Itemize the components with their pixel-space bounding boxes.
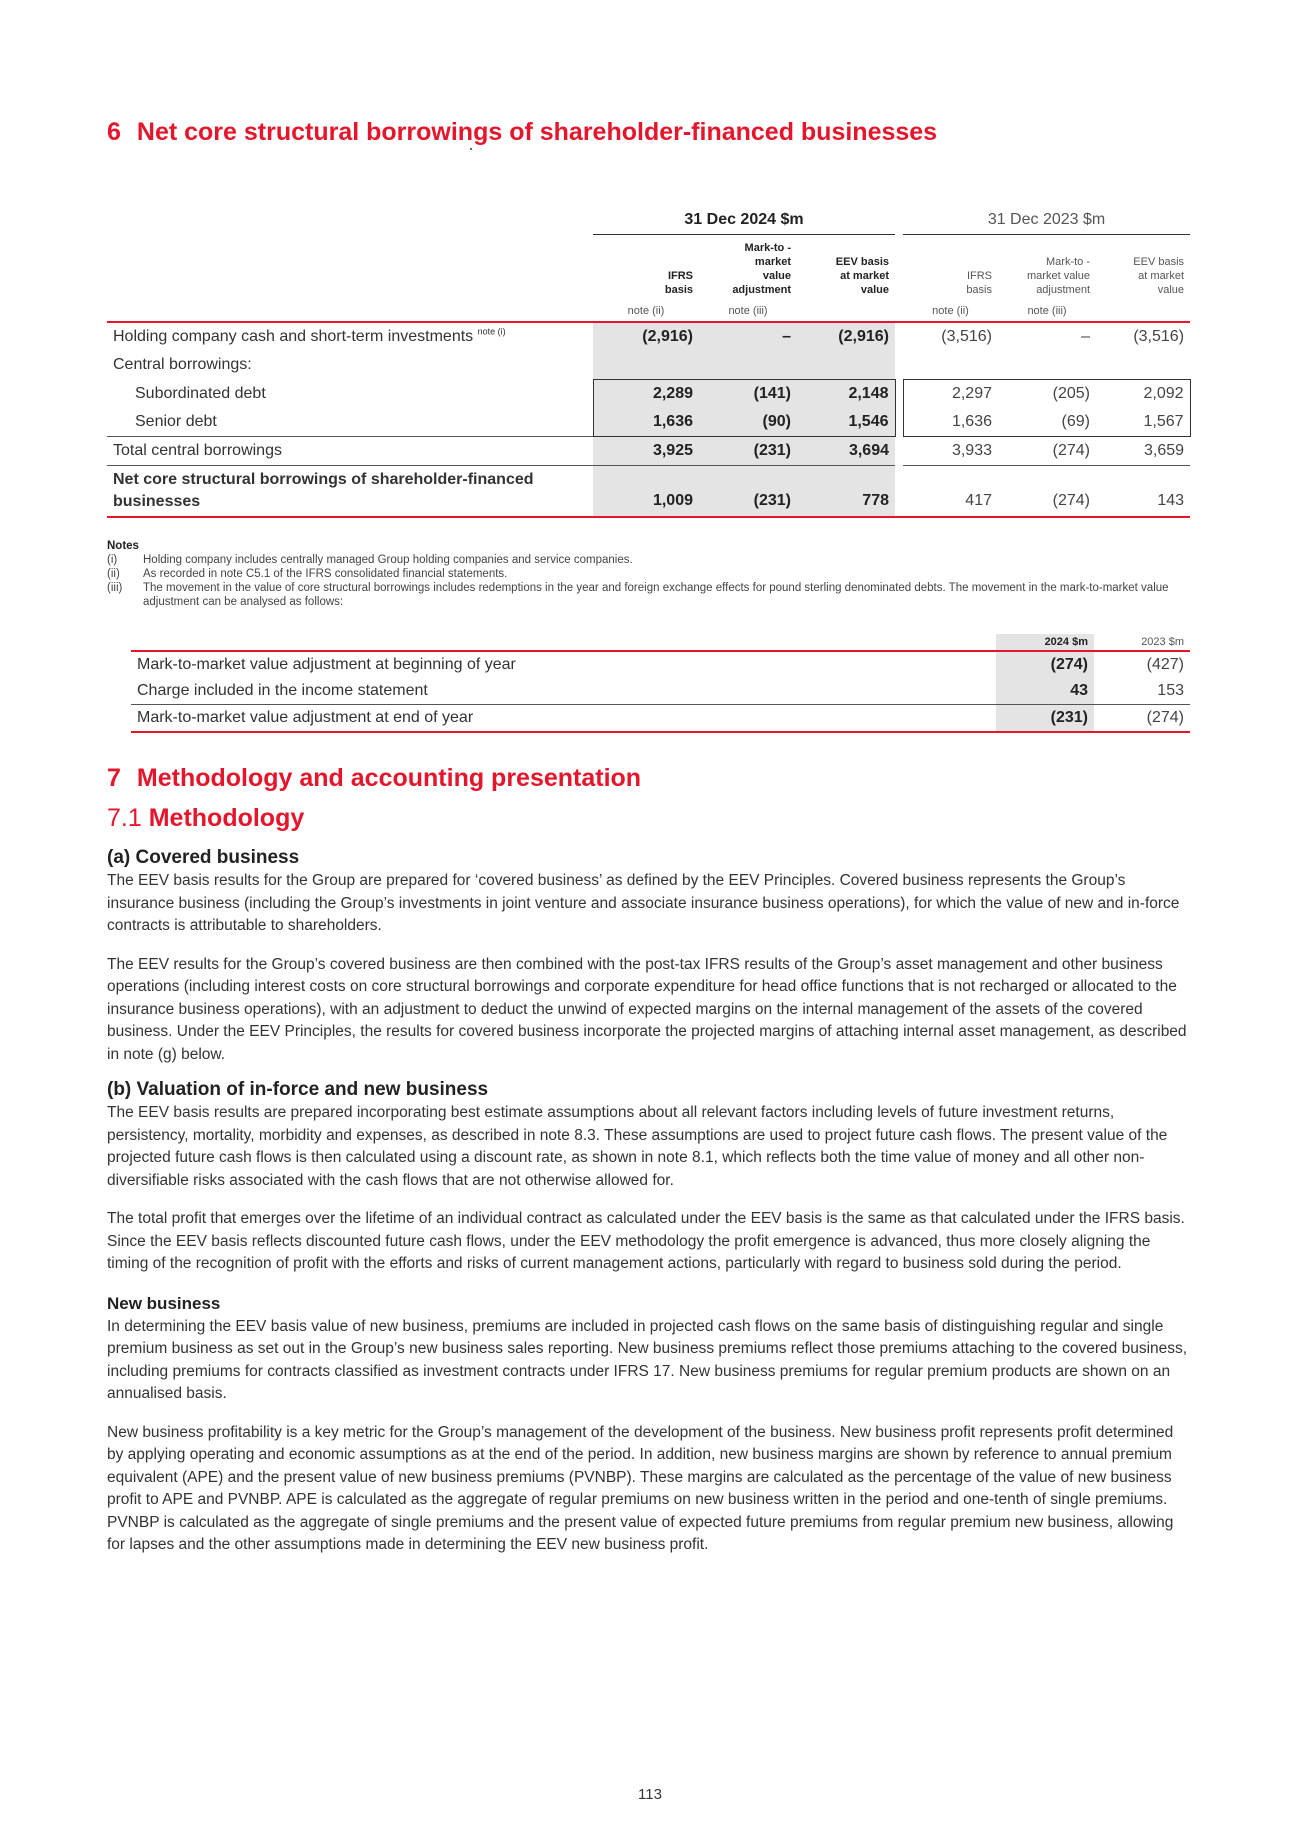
page-number: 113 <box>638 1786 662 1803</box>
cell: (274) <box>998 437 1096 466</box>
table-row-net <box>107 466 1190 518</box>
cell <box>1096 351 1190 380</box>
cell: 1,009 <box>593 466 699 518</box>
row-label: Mark-to-market value adjustment at end of year <box>131 705 996 733</box>
cell: 43 <box>996 678 1094 705</box>
cell: 2,289 <box>593 380 699 409</box>
cell: 153 <box>1157 682 1184 699</box>
row-label: Holding company cash and short-term investments $^{note (i)}$ <box>107 322 593 351</box>
cell: 1,636 <box>903 408 998 437</box>
cell: – <box>998 322 1096 351</box>
cell: 2,092 <box>1096 380 1190 409</box>
row-label: Subordinated debt <box>135 384 266 402</box>
cell: 143 <box>1096 466 1190 518</box>
prior-period-header: 31 Dec 2023 $m <box>903 206 1190 235</box>
cell: (90) <box>699 408 797 437</box>
borrowings-table <box>107 206 1191 518</box>
section-7-1-heading: 7.1 Methodology <box>107 804 305 832</box>
row-label: Total central borrowings <box>107 437 593 466</box>
cell <box>797 351 895 380</box>
cell <box>998 351 1096 380</box>
note-ref: note (ii) <box>627 305 665 317</box>
paragraph: In determining the EEV basis value of new business, premiums are included in projected cash flows on the same basis of distinguishing regular and single premium business as set out in the Group’s new business sales reporting. New business premiums reflect those premiums attaching to the covered business, including premiums for contracts classified as investment contracts under IFRS 17. New business premiums for regular premium products are shown on an annualised basis. <box>107 1317 1188 1402</box>
section-6-heading <box>107 118 937 147</box>
paragraph: The total profit that emerges over the lifetime of an individual contract as calculated under the EEV basis is the same as that calculated under the IFRS basis. Since the EEV basis reflects discounted future cash flows, under the EEV methodology the profit emergence is advanced, thus more closely aligning the timing of the recognition of profit with the efforts and risks of current management actions, particularly with regard to business sold during the period. <box>107 1210 1185 1272</box>
cell: 3,925 <box>593 437 699 466</box>
note-ref <box>797 303 895 322</box>
col-ifrs-2024: IFRS basis <box>664 270 693 296</box>
table-row <box>131 705 1190 733</box>
cell: (3,516) <box>1096 322 1190 351</box>
note-item: (ii) As recorded in note C5.1 of the IFRS consolidated financial statements. <box>107 568 508 580</box>
paragraph: New business profitability is a key metric for the Group’s management of the development of the business. New business profit represents profit determined by applying operating and economic assumptions as at the end of the period. In addition, new business margins are shown by reference to annual premium equivalent (APE) and the present value of new business premiums (PVNBP). These margins are calculated as the percentage of the value of new business profit to APE and PVNBP. APE is calculated as the aggregate of regular premiums on new business written in the period and one-tenth of single premiums. PVNBP is calculated as the aggregate of single premiums and the present value of expected future premiums from regular premium new business, allowing for lapses and the other assumptions made in determining the EEV new business profit. <box>107 1423 1174 1553</box>
cell: 778 <box>797 466 895 518</box>
new-business-heading: New business <box>107 1293 221 1313</box>
col-mtm-2023: Mark-to -market value adjustment <box>1027 256 1090 296</box>
current-period-header: 31 Dec 2024 $m <box>593 206 895 235</box>
col-eev-2023: EEV basis at market value <box>1133 256 1185 296</box>
cell: (205) <box>998 380 1096 409</box>
cell: (274) <box>998 466 1096 518</box>
cell: (274) <box>996 651 1094 678</box>
cell: 1,636 <box>593 408 699 437</box>
col-2023: 2023 $m <box>1141 636 1184 648</box>
cell: 1,567 <box>1096 408 1190 437</box>
cell: 3,933 <box>903 437 998 466</box>
row-label: Net core structural borrowings of shareholder-financed businesses <box>107 466 593 518</box>
stray-dot <box>470 148 472 150</box>
cell: (274) <box>1094 705 1190 733</box>
covered-business-heading: (a) Covered business <box>107 847 300 868</box>
table-row <box>107 408 1190 437</box>
section-7-heading: 7 Methodology and accounting presentation <box>107 764 642 792</box>
cell: – <box>699 322 797 351</box>
cell: 3,694 <box>797 437 895 466</box>
table-row-total <box>107 437 1190 466</box>
notes-title: Notes <box>107 540 139 552</box>
col-eev-2024: EEV basis at market value <box>835 256 889 296</box>
cell: (427) <box>1094 651 1190 678</box>
section-6-number: 6 <box>107 118 121 146</box>
cell: 2,297 <box>903 380 998 409</box>
row-label: Senior debt <box>135 413 217 430</box>
column-header-row <box>107 235 1190 304</box>
cell: 1,546 <box>797 408 895 437</box>
cell: 2,148 <box>797 380 895 409</box>
note-item: (i) Holding company includes centrally managed Group holding companies and service companies. <box>107 554 633 566</box>
table-row <box>131 678 1190 705</box>
cell <box>593 351 699 380</box>
cell: (3,516) <box>903 322 998 351</box>
table-row <box>107 322 1190 351</box>
row-label: Central borrowings: <box>113 356 252 374</box>
cell <box>903 351 998 380</box>
cell: (141) <box>699 380 797 409</box>
group-header-row <box>107 206 1190 235</box>
cell: 417 <box>903 466 998 518</box>
paragraph: The EEV results for the Group’s covered business are then combined with the post-tax IFRS results of the Group’s asset management and other business operations (including interest costs on core structural borrowings and corporate expenditure for head office functions that is not recharged or allocated to the insurance business operations), with an adjustment to deduct the unwind of expected margins on the internal management of the assets of the covered business. Under the EEV Principles, the results for covered business incorporate the projected margins of attaching internal asset management, as described in note (g) below. <box>107 955 1187 1063</box>
col-2024: 2024 $m <box>996 634 1094 651</box>
note-ref: note (ii) <box>932 305 969 317</box>
table-row <box>107 351 1190 380</box>
cell: 3,659 <box>1096 437 1190 466</box>
table-row <box>131 651 1190 678</box>
row-label: Mark-to-market value adjustment at beginning of year <box>131 651 996 678</box>
paragraph: The EEV basis results are prepared incorporating best estimate assumptions about all relevant factors including levels of future investment returns, persistency, mortality, morbidity and expenses, as described in note 8.3. These assumptions are used to project future cash flows. The present value of the projected future cash flows is then calculated using a discount rate, as shown in note 8.1, which reflects both the time value of money and all other non-diversifiable risks associated with the cash flows that are not otherwise allowed for. <box>107 1104 1168 1189</box>
col-ifrs-2023: IFRS basis <box>966 270 992 296</box>
row-label: Charge included in the income statement <box>137 682 428 699</box>
notes-block <box>107 539 1197 609</box>
col-mtm-2024: Mark-to -market value adjustment <box>732 242 791 296</box>
section-6-title: Net core structural borrowings of shareholder-financed businesses <box>136 118 938 146</box>
cell: (69) <box>998 408 1096 437</box>
cell <box>699 351 797 380</box>
cell: (231) <box>699 466 797 518</box>
note-item: (iii) The movement in the value of core structural borrowings includes redemptions in the year and foreign exchange effects for pound sterling denominated debts. The movement in the mark-to-market value adjustment can be analysed as follows: <box>107 582 1169 608</box>
paragraph: The EEV basis results for the Group are prepared for ‘covered business’ as defined by the EEV Principles. Covered business represents the Group’s insurance business (including the Group’s investments in joint venture and associate insurance business operations), for which the value of new and in-force contracts is attributable to shareholders. <box>107 872 1180 934</box>
note-ref: note (iii) <box>728 305 768 317</box>
cell: (2,916) <box>797 322 895 351</box>
cell: (231) <box>996 705 1094 733</box>
section-7 <box>107 762 1190 1557</box>
note-superscript: note (i) <box>477 326 506 337</box>
column-notes-row <box>107 303 1190 322</box>
mtm-adjustment-table <box>131 634 1190 733</box>
cell: (231) <box>699 437 797 466</box>
note-ref <box>1096 303 1190 322</box>
cell: (2,916) <box>593 322 699 351</box>
note-ref: note (iii) <box>1027 305 1067 317</box>
valuation-heading: (b) Valuation of in-force and new business <box>107 1079 489 1100</box>
header-row <box>131 634 1190 651</box>
table-row <box>107 380 1190 409</box>
